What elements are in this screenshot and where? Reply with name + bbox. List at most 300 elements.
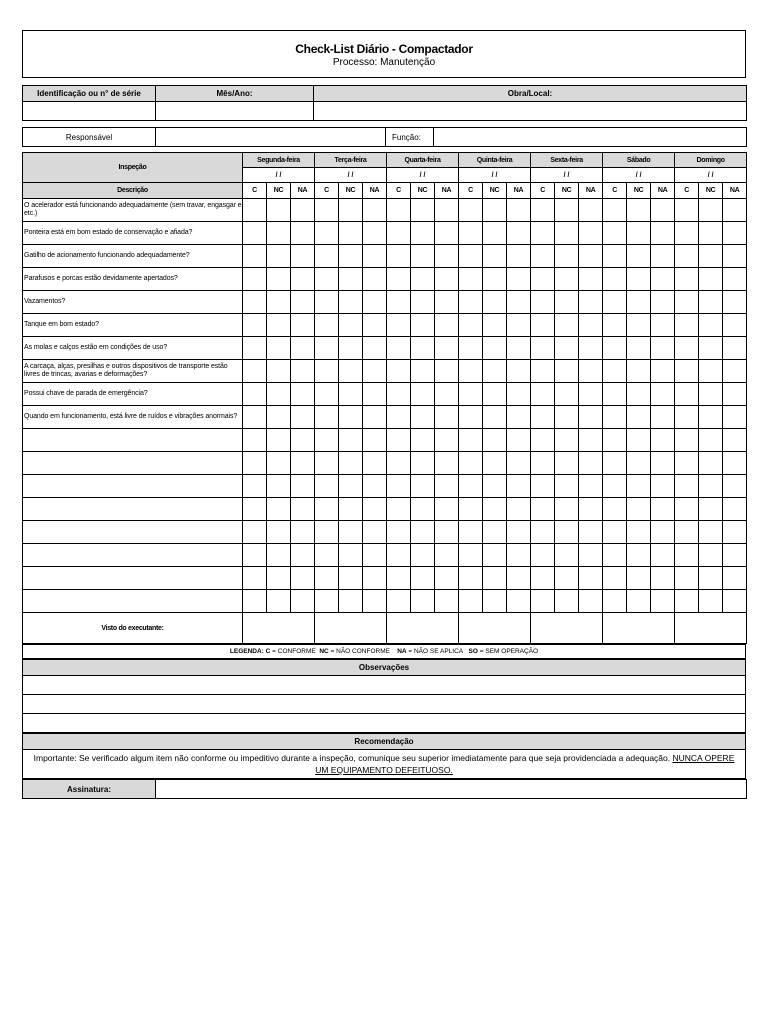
check-cell[interactable] bbox=[459, 222, 483, 245]
check-cell[interactable] bbox=[267, 337, 291, 360]
check-cell[interactable] bbox=[483, 452, 507, 475]
check-cell[interactable] bbox=[531, 544, 555, 567]
check-cell[interactable] bbox=[387, 544, 411, 567]
check-cell[interactable] bbox=[267, 590, 291, 613]
check-cell[interactable] bbox=[435, 544, 459, 567]
check-cell[interactable] bbox=[459, 383, 483, 406]
check-cell[interactable] bbox=[435, 475, 459, 498]
check-cell[interactable] bbox=[243, 429, 267, 452]
check-cell[interactable] bbox=[531, 590, 555, 613]
check-cell[interactable] bbox=[699, 406, 723, 429]
check-cell[interactable] bbox=[675, 521, 699, 544]
check-cell[interactable] bbox=[603, 337, 627, 360]
check-cell[interactable] bbox=[243, 268, 267, 291]
check-cell[interactable] bbox=[651, 337, 675, 360]
check-cell[interactable] bbox=[603, 590, 627, 613]
check-cell[interactable] bbox=[411, 498, 435, 521]
check-cell[interactable] bbox=[387, 268, 411, 291]
check-cell[interactable] bbox=[675, 360, 699, 383]
check-cell[interactable] bbox=[651, 406, 675, 429]
check-cell[interactable] bbox=[627, 337, 651, 360]
check-cell[interactable] bbox=[267, 521, 291, 544]
check-cell[interactable] bbox=[699, 498, 723, 521]
check-cell[interactable] bbox=[411, 199, 435, 222]
check-cell[interactable] bbox=[291, 429, 315, 452]
check-cell[interactable] bbox=[603, 498, 627, 521]
check-cell[interactable] bbox=[675, 383, 699, 406]
check-cell[interactable] bbox=[411, 222, 435, 245]
check-cell[interactable] bbox=[411, 360, 435, 383]
check-cell[interactable] bbox=[555, 360, 579, 383]
check-cell[interactable] bbox=[531, 245, 555, 268]
check-cell[interactable] bbox=[243, 521, 267, 544]
check-cell[interactable] bbox=[291, 245, 315, 268]
check-cell[interactable] bbox=[387, 567, 411, 590]
check-cell[interactable] bbox=[579, 590, 603, 613]
check-cell[interactable] bbox=[315, 360, 339, 383]
check-cell[interactable] bbox=[579, 567, 603, 590]
check-cell[interactable] bbox=[627, 291, 651, 314]
check-cell[interactable] bbox=[699, 222, 723, 245]
check-cell[interactable] bbox=[627, 222, 651, 245]
check-cell[interactable] bbox=[507, 590, 531, 613]
check-cell[interactable] bbox=[699, 590, 723, 613]
day-date-field[interactable]: / / bbox=[315, 168, 387, 183]
check-cell[interactable] bbox=[579, 291, 603, 314]
check-cell[interactable] bbox=[339, 544, 363, 567]
check-cell[interactable] bbox=[603, 245, 627, 268]
check-cell[interactable] bbox=[387, 291, 411, 314]
check-cell[interactable] bbox=[723, 521, 747, 544]
check-cell[interactable] bbox=[603, 199, 627, 222]
check-cell[interactable] bbox=[483, 222, 507, 245]
check-cell[interactable] bbox=[651, 429, 675, 452]
check-cell[interactable] bbox=[267, 429, 291, 452]
check-cell[interactable] bbox=[459, 199, 483, 222]
check-cell[interactable] bbox=[411, 475, 435, 498]
check-cell[interactable] bbox=[723, 544, 747, 567]
check-cell[interactable] bbox=[627, 544, 651, 567]
check-cell[interactable] bbox=[579, 360, 603, 383]
check-cell[interactable] bbox=[555, 521, 579, 544]
check-cell[interactable] bbox=[459, 291, 483, 314]
check-cell[interactable] bbox=[267, 567, 291, 590]
check-cell[interactable] bbox=[339, 452, 363, 475]
check-cell[interactable] bbox=[267, 199, 291, 222]
check-cell[interactable] bbox=[531, 337, 555, 360]
check-cell[interactable] bbox=[651, 268, 675, 291]
check-cell[interactable] bbox=[363, 475, 387, 498]
check-cell[interactable] bbox=[315, 567, 339, 590]
check-cell[interactable] bbox=[579, 521, 603, 544]
check-cell[interactable] bbox=[315, 268, 339, 291]
check-cell[interactable] bbox=[555, 406, 579, 429]
check-cell[interactable] bbox=[699, 452, 723, 475]
check-cell[interactable] bbox=[339, 567, 363, 590]
check-cell[interactable] bbox=[315, 475, 339, 498]
check-cell[interactable] bbox=[435, 360, 459, 383]
check-cell[interactable] bbox=[483, 383, 507, 406]
check-cell[interactable] bbox=[531, 429, 555, 452]
check-cell[interactable] bbox=[675, 199, 699, 222]
day-date-field[interactable]: / / bbox=[675, 168, 747, 183]
check-cell[interactable] bbox=[363, 245, 387, 268]
check-cell[interactable] bbox=[339, 222, 363, 245]
check-cell[interactable] bbox=[411, 406, 435, 429]
check-cell[interactable] bbox=[651, 567, 675, 590]
check-cell[interactable] bbox=[675, 567, 699, 590]
check-cell[interactable] bbox=[339, 199, 363, 222]
check-cell[interactable] bbox=[603, 475, 627, 498]
check-cell[interactable] bbox=[387, 199, 411, 222]
check-cell[interactable] bbox=[675, 498, 699, 521]
check-cell[interactable] bbox=[435, 291, 459, 314]
check-cell[interactable] bbox=[483, 475, 507, 498]
check-cell[interactable] bbox=[363, 199, 387, 222]
check-cell[interactable] bbox=[291, 268, 315, 291]
check-cell[interactable] bbox=[363, 268, 387, 291]
check-cell[interactable] bbox=[531, 498, 555, 521]
check-cell[interactable] bbox=[723, 314, 747, 337]
check-cell[interactable] bbox=[339, 498, 363, 521]
check-cell[interactable] bbox=[675, 452, 699, 475]
check-cell[interactable] bbox=[555, 498, 579, 521]
check-cell[interactable] bbox=[651, 360, 675, 383]
check-cell[interactable] bbox=[291, 590, 315, 613]
check-cell[interactable] bbox=[459, 360, 483, 383]
check-cell[interactable] bbox=[363, 521, 387, 544]
check-cell[interactable] bbox=[411, 245, 435, 268]
check-cell[interactable] bbox=[723, 567, 747, 590]
check-cell[interactable] bbox=[507, 222, 531, 245]
check-cell[interactable] bbox=[411, 452, 435, 475]
check-cell[interactable] bbox=[339, 475, 363, 498]
check-cell[interactable] bbox=[315, 498, 339, 521]
check-cell[interactable] bbox=[723, 406, 747, 429]
check-cell[interactable] bbox=[579, 406, 603, 429]
check-cell[interactable] bbox=[723, 337, 747, 360]
check-cell[interactable] bbox=[435, 314, 459, 337]
check-cell[interactable] bbox=[507, 199, 531, 222]
check-cell[interactable] bbox=[555, 383, 579, 406]
check-cell[interactable] bbox=[363, 222, 387, 245]
check-cell[interactable] bbox=[315, 383, 339, 406]
check-cell[interactable] bbox=[339, 245, 363, 268]
check-cell[interactable] bbox=[627, 521, 651, 544]
check-cell[interactable] bbox=[555, 337, 579, 360]
check-cell[interactable] bbox=[243, 222, 267, 245]
check-cell[interactable] bbox=[723, 222, 747, 245]
check-cell[interactable] bbox=[315, 222, 339, 245]
check-cell[interactable] bbox=[267, 475, 291, 498]
executor-visa-field[interactable] bbox=[603, 613, 675, 644]
check-cell[interactable] bbox=[411, 590, 435, 613]
check-cell[interactable] bbox=[243, 314, 267, 337]
check-cell[interactable] bbox=[483, 291, 507, 314]
check-cell[interactable] bbox=[531, 383, 555, 406]
check-cell[interactable] bbox=[411, 268, 435, 291]
check-cell[interactable] bbox=[579, 544, 603, 567]
check-cell[interactable] bbox=[339, 406, 363, 429]
check-cell[interactable] bbox=[483, 314, 507, 337]
check-cell[interactable] bbox=[699, 291, 723, 314]
check-cell[interactable] bbox=[507, 406, 531, 429]
check-cell[interactable] bbox=[675, 268, 699, 291]
check-cell[interactable] bbox=[291, 337, 315, 360]
check-cell[interactable] bbox=[459, 406, 483, 429]
check-cell[interactable] bbox=[675, 429, 699, 452]
check-cell[interactable] bbox=[555, 314, 579, 337]
check-cell[interactable] bbox=[627, 314, 651, 337]
check-cell[interactable] bbox=[387, 521, 411, 544]
check-cell[interactable] bbox=[387, 383, 411, 406]
check-cell[interactable] bbox=[435, 406, 459, 429]
check-cell[interactable] bbox=[459, 337, 483, 360]
check-cell[interactable] bbox=[339, 521, 363, 544]
check-cell[interactable] bbox=[291, 222, 315, 245]
check-cell[interactable] bbox=[483, 567, 507, 590]
check-cell[interactable] bbox=[651, 222, 675, 245]
check-cell[interactable] bbox=[339, 291, 363, 314]
role-field[interactable] bbox=[434, 128, 747, 147]
check-cell[interactable] bbox=[555, 222, 579, 245]
check-cell[interactable] bbox=[363, 291, 387, 314]
check-cell[interactable] bbox=[459, 544, 483, 567]
check-cell[interactable] bbox=[603, 521, 627, 544]
check-cell[interactable] bbox=[603, 567, 627, 590]
check-cell[interactable] bbox=[267, 222, 291, 245]
check-cell[interactable] bbox=[291, 521, 315, 544]
check-cell[interactable] bbox=[507, 268, 531, 291]
check-cell[interactable] bbox=[483, 245, 507, 268]
check-cell[interactable] bbox=[579, 268, 603, 291]
check-cell[interactable] bbox=[411, 521, 435, 544]
check-cell[interactable] bbox=[387, 222, 411, 245]
check-cell[interactable] bbox=[603, 222, 627, 245]
check-cell[interactable] bbox=[339, 314, 363, 337]
check-cell[interactable] bbox=[483, 498, 507, 521]
check-cell[interactable] bbox=[531, 314, 555, 337]
check-cell[interactable] bbox=[507, 429, 531, 452]
check-cell[interactable] bbox=[339, 268, 363, 291]
check-cell[interactable] bbox=[531, 452, 555, 475]
check-cell[interactable] bbox=[483, 337, 507, 360]
check-cell[interactable] bbox=[363, 360, 387, 383]
observation-line[interactable] bbox=[23, 676, 746, 695]
day-date-field[interactable]: / / bbox=[459, 168, 531, 183]
executor-visa-field[interactable] bbox=[459, 613, 531, 644]
check-cell[interactable] bbox=[627, 383, 651, 406]
check-cell[interactable] bbox=[315, 429, 339, 452]
check-cell[interactable] bbox=[243, 567, 267, 590]
check-cell[interactable] bbox=[291, 383, 315, 406]
check-cell[interactable] bbox=[243, 406, 267, 429]
check-cell[interactable] bbox=[315, 544, 339, 567]
check-cell[interactable] bbox=[507, 498, 531, 521]
check-cell[interactable] bbox=[507, 544, 531, 567]
check-cell[interactable] bbox=[627, 429, 651, 452]
check-cell[interactable] bbox=[483, 429, 507, 452]
check-cell[interactable] bbox=[243, 337, 267, 360]
check-cell[interactable] bbox=[627, 360, 651, 383]
signature-field[interactable] bbox=[156, 780, 747, 799]
month-year-field[interactable] bbox=[156, 102, 314, 121]
check-cell[interactable] bbox=[555, 268, 579, 291]
check-cell[interactable] bbox=[459, 498, 483, 521]
check-cell[interactable] bbox=[579, 429, 603, 452]
check-cell[interactable] bbox=[243, 498, 267, 521]
check-cell[interactable] bbox=[627, 245, 651, 268]
check-cell[interactable] bbox=[459, 314, 483, 337]
check-cell[interactable] bbox=[483, 199, 507, 222]
check-cell[interactable] bbox=[603, 314, 627, 337]
check-cell[interactable] bbox=[267, 268, 291, 291]
check-cell[interactable] bbox=[603, 383, 627, 406]
check-cell[interactable] bbox=[387, 314, 411, 337]
check-cell[interactable] bbox=[699, 268, 723, 291]
check-cell[interactable] bbox=[387, 406, 411, 429]
check-cell[interactable] bbox=[387, 590, 411, 613]
check-cell[interactable] bbox=[507, 475, 531, 498]
check-cell[interactable] bbox=[699, 314, 723, 337]
day-date-field[interactable]: / / bbox=[387, 168, 459, 183]
check-cell[interactable] bbox=[675, 406, 699, 429]
check-cell[interactable] bbox=[435, 383, 459, 406]
check-cell[interactable] bbox=[267, 291, 291, 314]
check-cell[interactable] bbox=[579, 498, 603, 521]
check-cell[interactable] bbox=[675, 291, 699, 314]
check-cell[interactable] bbox=[363, 383, 387, 406]
check-cell[interactable] bbox=[315, 291, 339, 314]
check-cell[interactable] bbox=[363, 429, 387, 452]
check-cell[interactable] bbox=[699, 337, 723, 360]
check-cell[interactable] bbox=[315, 337, 339, 360]
check-cell[interactable] bbox=[723, 429, 747, 452]
check-cell[interactable] bbox=[579, 337, 603, 360]
check-cell[interactable] bbox=[459, 590, 483, 613]
check-cell[interactable] bbox=[387, 475, 411, 498]
check-cell[interactable] bbox=[555, 452, 579, 475]
check-cell[interactable] bbox=[531, 291, 555, 314]
check-cell[interactable] bbox=[651, 475, 675, 498]
check-cell[interactable] bbox=[243, 245, 267, 268]
check-cell[interactable] bbox=[243, 475, 267, 498]
check-cell[interactable] bbox=[363, 406, 387, 429]
check-cell[interactable] bbox=[483, 521, 507, 544]
check-cell[interactable] bbox=[579, 199, 603, 222]
check-cell[interactable] bbox=[291, 314, 315, 337]
check-cell[interactable] bbox=[459, 521, 483, 544]
check-cell[interactable] bbox=[723, 498, 747, 521]
check-cell[interactable] bbox=[459, 245, 483, 268]
check-cell[interactable] bbox=[267, 314, 291, 337]
check-cell[interactable] bbox=[243, 544, 267, 567]
check-cell[interactable] bbox=[411, 544, 435, 567]
executor-visa-field[interactable] bbox=[243, 613, 315, 644]
check-cell[interactable] bbox=[507, 383, 531, 406]
check-cell[interactable] bbox=[627, 590, 651, 613]
check-cell[interactable] bbox=[435, 337, 459, 360]
check-cell[interactable] bbox=[531, 360, 555, 383]
check-cell[interactable] bbox=[723, 452, 747, 475]
check-cell[interactable] bbox=[603, 360, 627, 383]
check-cell[interactable] bbox=[483, 268, 507, 291]
check-cell[interactable] bbox=[315, 521, 339, 544]
check-cell[interactable] bbox=[267, 544, 291, 567]
check-cell[interactable] bbox=[555, 544, 579, 567]
responsible-field[interactable] bbox=[156, 128, 386, 147]
id-field[interactable] bbox=[23, 102, 156, 121]
check-cell[interactable] bbox=[315, 406, 339, 429]
check-cell[interactable] bbox=[675, 314, 699, 337]
check-cell[interactable] bbox=[243, 199, 267, 222]
check-cell[interactable] bbox=[243, 360, 267, 383]
check-cell[interactable] bbox=[315, 590, 339, 613]
check-cell[interactable] bbox=[459, 567, 483, 590]
check-cell[interactable] bbox=[675, 245, 699, 268]
check-cell[interactable] bbox=[483, 360, 507, 383]
check-cell[interactable] bbox=[723, 268, 747, 291]
check-cell[interactable] bbox=[339, 337, 363, 360]
check-cell[interactable] bbox=[339, 360, 363, 383]
check-cell[interactable] bbox=[603, 268, 627, 291]
check-cell[interactable] bbox=[603, 544, 627, 567]
check-cell[interactable] bbox=[507, 360, 531, 383]
check-cell[interactable] bbox=[315, 314, 339, 337]
check-cell[interactable] bbox=[699, 199, 723, 222]
check-cell[interactable] bbox=[267, 383, 291, 406]
check-cell[interactable] bbox=[315, 245, 339, 268]
check-cell[interactable] bbox=[243, 452, 267, 475]
check-cell[interactable] bbox=[627, 406, 651, 429]
check-cell[interactable] bbox=[627, 452, 651, 475]
observation-line[interactable] bbox=[23, 714, 746, 733]
check-cell[interactable] bbox=[363, 337, 387, 360]
check-cell[interactable] bbox=[651, 521, 675, 544]
check-cell[interactable] bbox=[603, 452, 627, 475]
check-cell[interactable] bbox=[579, 383, 603, 406]
check-cell[interactable] bbox=[723, 245, 747, 268]
check-cell[interactable] bbox=[435, 567, 459, 590]
check-cell[interactable] bbox=[243, 291, 267, 314]
check-cell[interactable] bbox=[267, 360, 291, 383]
check-cell[interactable] bbox=[411, 337, 435, 360]
check-cell[interactable] bbox=[579, 452, 603, 475]
check-cell[interactable] bbox=[555, 291, 579, 314]
check-cell[interactable] bbox=[651, 544, 675, 567]
check-cell[interactable] bbox=[699, 383, 723, 406]
check-cell[interactable] bbox=[435, 429, 459, 452]
check-cell[interactable] bbox=[603, 291, 627, 314]
check-cell[interactable] bbox=[699, 521, 723, 544]
check-cell[interactable] bbox=[387, 360, 411, 383]
check-cell[interactable] bbox=[723, 590, 747, 613]
check-cell[interactable] bbox=[627, 567, 651, 590]
check-cell[interactable] bbox=[411, 291, 435, 314]
check-cell[interactable] bbox=[579, 222, 603, 245]
check-cell[interactable] bbox=[699, 360, 723, 383]
check-cell[interactable] bbox=[291, 291, 315, 314]
check-cell[interactable] bbox=[267, 452, 291, 475]
executor-visa-field[interactable] bbox=[387, 613, 459, 644]
check-cell[interactable] bbox=[459, 268, 483, 291]
observation-line[interactable] bbox=[23, 695, 746, 714]
check-cell[interactable] bbox=[651, 452, 675, 475]
check-cell[interactable] bbox=[387, 337, 411, 360]
check-cell[interactable] bbox=[507, 245, 531, 268]
check-cell[interactable] bbox=[555, 245, 579, 268]
check-cell[interactable] bbox=[483, 406, 507, 429]
